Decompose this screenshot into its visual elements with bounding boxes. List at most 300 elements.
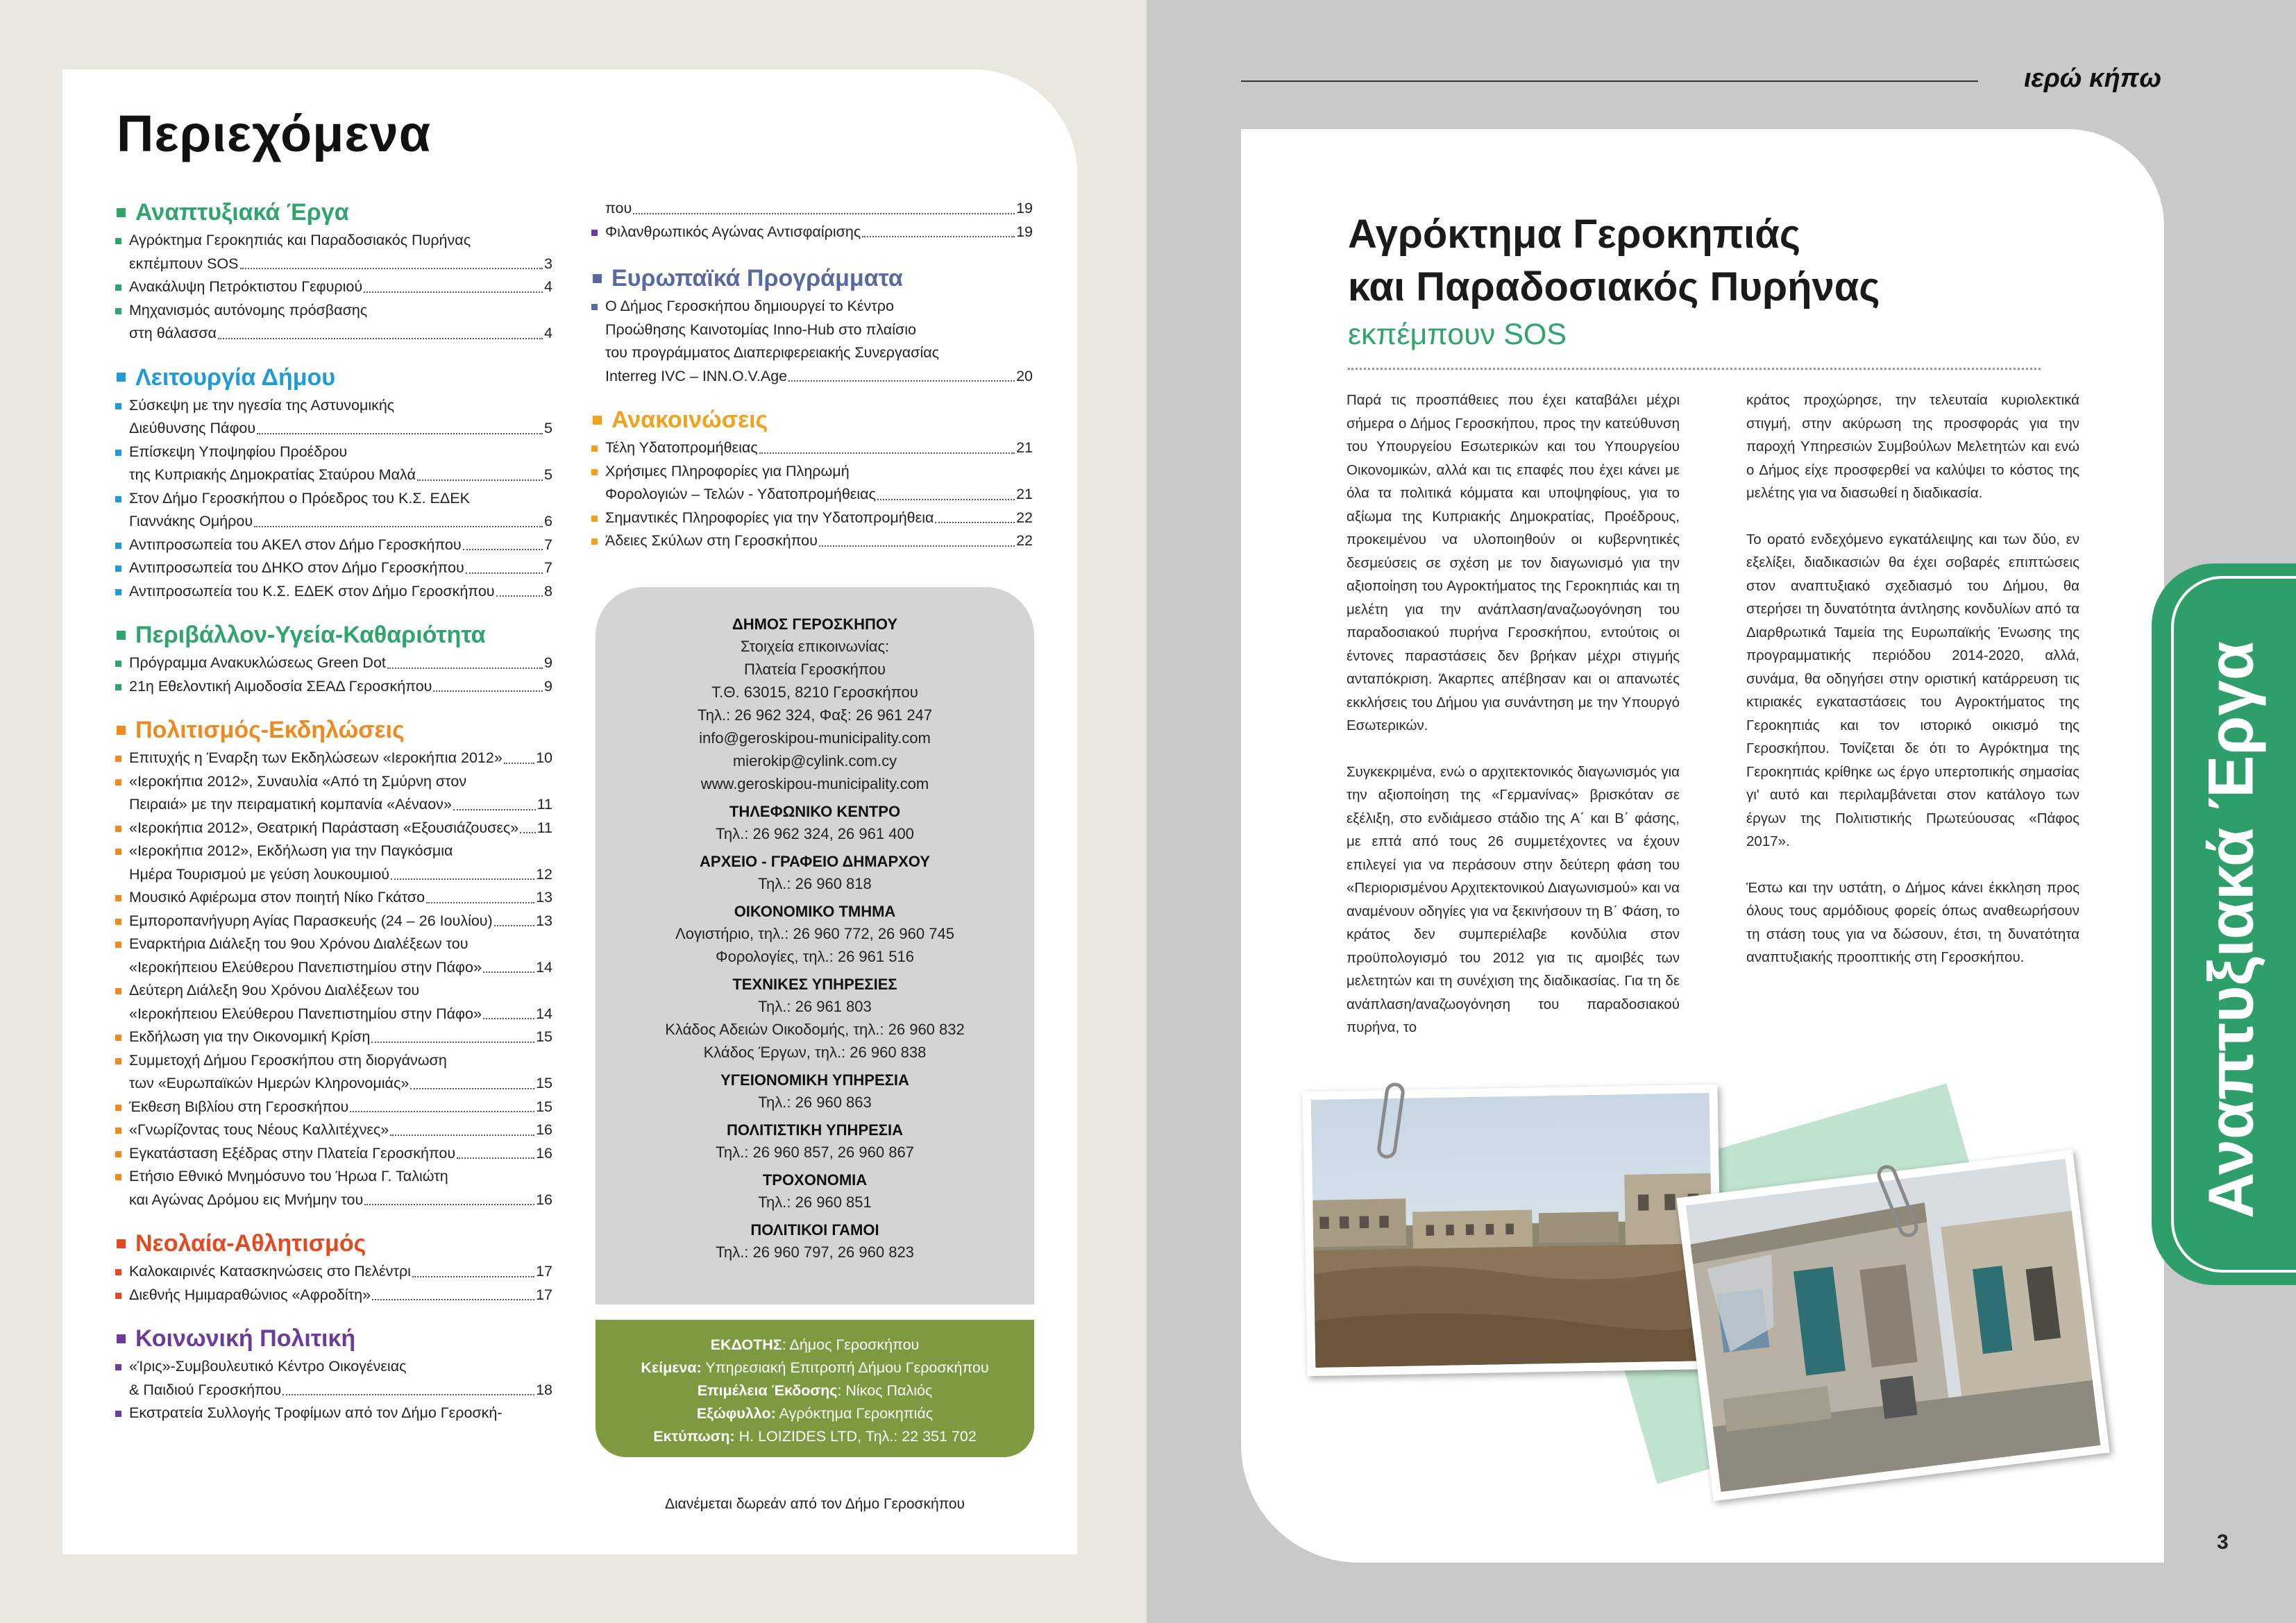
toc-item-text: Μουσικό Αφιέρωμα στον ποιητή Νίκο Γκάτσο bbox=[129, 889, 425, 906]
contents-column-2 bbox=[591, 197, 1033, 571]
section-tab-label: Αναπτυξιακά Έργα bbox=[2195, 640, 2267, 1219]
toc-item[interactable] bbox=[115, 556, 552, 580]
toc-page-number: 16 bbox=[536, 1144, 552, 1162]
bullet-square bbox=[115, 684, 121, 690]
dot-leader bbox=[218, 322, 543, 339]
section-square-icon bbox=[593, 416, 602, 425]
bullet-square bbox=[115, 849, 121, 855]
toc-item-text: & Παιδιού Γεροσκήπου bbox=[129, 1381, 282, 1398]
dot-leader bbox=[457, 1142, 534, 1159]
toc-item-line bbox=[129, 675, 552, 699]
toc-item[interactable] bbox=[115, 275, 552, 299]
bullet-square bbox=[115, 1128, 121, 1134]
bullet-square bbox=[115, 284, 121, 291]
toc-item-line bbox=[129, 840, 552, 863]
page-number: 3 bbox=[2217, 1531, 2229, 1554]
toc-item-text: Πρόγραμμα Ανακυκλώσεως Green Dot bbox=[129, 654, 386, 671]
toc-item-text: της Κυπριακής Δημοκρατίας Σταύρου Μαλά bbox=[129, 466, 416, 483]
toc-section-heading[interactable] bbox=[591, 406, 1033, 434]
toc-item[interactable] bbox=[115, 652, 552, 675]
toc-section-heading-text: Περιβάλλον-Υγεία-Καθαριότητα bbox=[135, 622, 486, 648]
dot-leader bbox=[819, 529, 1015, 547]
toc-item-text: «Γνωρίζοντας τους Νέους Καλλιτέχνες» bbox=[129, 1121, 389, 1138]
dot-leader bbox=[350, 1096, 534, 1113]
toc-section-heading[interactable] bbox=[115, 621, 552, 649]
dot-leader bbox=[504, 747, 534, 764]
bullet-square bbox=[115, 496, 121, 502]
toc-item-text: Interreg IVC – INN.O.V.Age bbox=[605, 367, 788, 384]
toc-item-line bbox=[605, 507, 1033, 530]
toc-page-number: 21 bbox=[1016, 486, 1033, 502]
toc-item-text: Άδειες Σκύλων στη Γεροσκήπου bbox=[605, 532, 818, 549]
toc-section-s7 bbox=[591, 264, 1033, 388]
contact-line: Τηλ.: 26 962 324, 26 961 400 bbox=[716, 825, 914, 842]
toc-section-heading-text: Αναπτυξιακά Έργα bbox=[135, 199, 349, 226]
article-paragraph: Το ορατό ενδεχόμενο εγκατάλειψης και των δύο, εν εξελίξει, διαδικασιών θα έχει σοβαρές επιπτώσεις στον αναπτυξιακό σχεδιασμό του Δήμου, θα στερήσει τη δυνατότητα άντλησης κονδυλίων από τα Διαρθρωτικά Ταμεία της Ευρωπαϊκής Ένωσης της προγραμματικής περιόδου 2014-2020, αλλά, συνάμα, θα οδηγήσει στην οριστική κατάρρευση τις κτιριακές εγκαταστάσεις του Αγροκτήματος της Γεροκηπιάς και τον ιστορικό οικισμό της Γεροσκήπου. Τονίζεται δε ότι το Αγρόκτημα της Γεροκηπιάς κρίθηκε ως έργο υπερτοπικής σημασίας γι' αυτό και περιλαμβάνεται στον κατάλογο των έργων της Πολιτιστικής Πρωτεύουσας «Πάφος 2017». bbox=[1746, 531, 2079, 849]
toc-item[interactable] bbox=[115, 487, 552, 534]
dot-leader bbox=[410, 1072, 534, 1089]
toc-page-number: 4 bbox=[544, 325, 552, 341]
toc-item-line bbox=[129, 886, 552, 910]
toc-item[interactable] bbox=[115, 1355, 552, 1402]
toc-item[interactable] bbox=[591, 507, 1033, 530]
section-square-icon bbox=[117, 631, 126, 640]
toc-page-number: 22 bbox=[1016, 509, 1033, 526]
toc-item-line bbox=[129, 1284, 552, 1307]
article-paragraph: Παρά τις προσπάθειες που έχει καταβάλει μέχρι σήμερα ο Δήμος Γεροσκήπου, προς την κατεύθυνση του Υπουργείου Εσωτερικών και του Υπουργείου Οικονομικών, αλλά και τις επαφές που έχει κάνει με όλα τα πολιτικά κόμματα και υποψηφίους, για το αξίωμα της Κυπριακής Δημοκρατίας, Προέδρους, προκειμένου να υλοποιηθούν οι κυβερνητικές δεσμεύσεις σε σχέση με τον διαγωνισμό για την αξιοποίηση του Αγροκτήματος της Γεροκηπιάς και τη μελέτη για την ανάπλαση/αναζωογόνηση του παραδοσιακού πυρήνα Γεροσκήπου, εντούτοις οι έντονες παραστάσεις δεν βρήκαν μέχρι στιγμής ανταπόκριση. Άκαρπες απέβησαν και οι απανωτές εκκλήσεις του Δήμου για συνάντηση με την Υπουργό Εσωτερικών. bbox=[1347, 392, 1680, 733]
bullet-square bbox=[591, 469, 598, 475]
toc-item-text: Τέλη Υδατοπρομήθειας bbox=[605, 439, 758, 456]
toc-item-text: που bbox=[605, 200, 632, 216]
toc-item-text: Ετήσιο Εθνικό Μνημόσυνο του Ήρωα Γ. Ταλιώτη bbox=[129, 1168, 448, 1184]
toc-item-line bbox=[129, 1026, 552, 1049]
bullet-square bbox=[115, 403, 121, 409]
toc-section-heading[interactable] bbox=[115, 1325, 552, 1352]
toc-page-number: 15 bbox=[536, 1028, 552, 1045]
credit-value: Αγρόκτημα Γεροκηπιάς bbox=[775, 1405, 934, 1422]
toc-page-number: 11 bbox=[537, 819, 552, 836]
toc-item[interactable] bbox=[591, 295, 1033, 388]
contact-line: Κλάδος Αδειών Οικοδομής, τηλ.: 26 960 832 bbox=[665, 1021, 965, 1038]
toc-item-line bbox=[129, 229, 552, 253]
contact-group-title: ΥΓΕΙΟΝΟΜΙΚΗ ΥΠΗΡΕΣΙΑ bbox=[720, 1071, 909, 1089]
bullet-square bbox=[591, 516, 598, 522]
toc-item-line bbox=[129, 1096, 552, 1119]
toc-item[interactable] bbox=[115, 1096, 552, 1119]
credits-box bbox=[596, 1320, 1034, 1457]
dot-leader bbox=[494, 910, 534, 927]
dot-leader bbox=[520, 817, 535, 834]
toc-page-number: 5 bbox=[544, 466, 552, 483]
toc-item[interactable] bbox=[591, 460, 1033, 507]
dot-leader bbox=[759, 436, 1015, 454]
toc-item[interactable] bbox=[115, 1049, 552, 1096]
toc-item-line bbox=[129, 1355, 552, 1379]
toc-item-line bbox=[605, 318, 1033, 342]
toc-item-line bbox=[129, 510, 552, 534]
toc-item-line bbox=[129, 817, 552, 840]
toc-item[interactable] bbox=[115, 441, 552, 487]
toc-item-text: «Ιεροκήπειου Ελεύθερου Πανεπιστημίου στην Πάφο» bbox=[129, 1005, 482, 1022]
toc-item-text: του προγράμματος Διαπεριφερειακής Συνεργασίας bbox=[605, 344, 940, 361]
toc-item-text: «Ιεροκήπια 2012», Συναυλία «Από τη Σμύρνη στον bbox=[129, 772, 467, 790]
toc-page-number: 9 bbox=[544, 677, 552, 695]
toc-item[interactable] bbox=[115, 1165, 552, 1212]
dot-leader bbox=[417, 464, 543, 481]
toc-section-s2 bbox=[115, 364, 552, 604]
credit-label: Κείμενα: bbox=[641, 1359, 702, 1376]
toc-item-line bbox=[129, 580, 552, 604]
toc-page-number: 22 bbox=[1016, 532, 1033, 549]
toc-item-line bbox=[605, 365, 1033, 389]
toc-page-number: 17 bbox=[536, 1286, 552, 1303]
toc-item-line bbox=[129, 1402, 552, 1425]
toc-section-heading[interactable] bbox=[115, 716, 552, 744]
toc-page-number: 8 bbox=[544, 582, 552, 600]
bullet-square bbox=[115, 1269, 121, 1275]
contact-group-title: ΤΕΧΝΙΚΕΣ ΥΠΗΡΕΣΙΕΣ bbox=[732, 976, 897, 993]
toc-item-text: Διεύθυνσης Πάφου bbox=[129, 420, 256, 436]
bullet-square bbox=[115, 566, 121, 572]
dot-leader bbox=[371, 1026, 534, 1043]
contact-line: Φορολογίες, τηλ.: 26 961 516 bbox=[716, 948, 914, 965]
dot-leader bbox=[372, 1284, 534, 1301]
bullet-square bbox=[115, 1411, 121, 1417]
dot-leader bbox=[364, 1189, 534, 1206]
bullet-square bbox=[115, 942, 121, 948]
toc-item[interactable] bbox=[115, 747, 552, 770]
toc-item-text: Επιτυχής η Έναρξη των Εκδηλώσεων «Ιεροκήπια 2012» bbox=[129, 749, 503, 766]
toc-page-number: 15 bbox=[536, 1098, 552, 1115]
contents-title: Περιεχόμενα bbox=[117, 105, 432, 162]
toc-item-line bbox=[129, 979, 552, 1003]
toc-item-line bbox=[605, 529, 1033, 553]
credit-line bbox=[596, 1334, 1034, 1357]
credit-value: : Νίκος Παλιός bbox=[837, 1382, 933, 1399]
bullet-square bbox=[591, 445, 598, 452]
farm-photo-image bbox=[1311, 1093, 1714, 1368]
credit-line bbox=[596, 1402, 1034, 1425]
toc-page-number: 18 bbox=[536, 1381, 552, 1398]
dot-leader bbox=[496, 580, 543, 597]
credit-value: Υπηρεσιακή Επιτροπή Δήμου Γεροσκήπου bbox=[701, 1359, 989, 1376]
toc-section-heading[interactable] bbox=[115, 364, 552, 391]
toc-item-line bbox=[129, 534, 552, 557]
toc-item-line bbox=[129, 417, 552, 441]
toc-item-text: Σημαντικές Πληροφορίες για την Υδατοπρομήθεια bbox=[605, 509, 934, 526]
dot-leader bbox=[412, 1260, 534, 1277]
toc-item-line bbox=[129, 1119, 552, 1142]
credit-line bbox=[596, 1425, 1034, 1448]
section-square-icon bbox=[117, 373, 126, 382]
dot-leader bbox=[877, 483, 1015, 500]
dot-leader bbox=[387, 652, 543, 669]
toc-item[interactable] bbox=[115, 1284, 552, 1307]
toc-item-text: Αγρόκτημα Γεροκηπιάς και Παραδοσιακός Πυρήνας bbox=[129, 232, 471, 248]
toc-section-heading[interactable] bbox=[591, 264, 1033, 292]
toc-item-text: Εκστρατεία Συλλογής Τροφίμων από τον Δήμο Γεροσκή- bbox=[129, 1404, 503, 1421]
bullet-square bbox=[115, 238, 121, 244]
article-paragraph: Συγκεκριμένα, ενώ ο αρχιτεκτονικός διαγωνισμός για την αξιοποίηση της «Γερμανίνας» βρισκόταν σε εξέλιξη, στο ενδιάμεσο στάδιο της Α΄ και Β΄ φάσης, με επτά από τους 26 συμμετέχοντες να έχουν επιλεγεί για να περάσουν στην δεύτερη φάση του «Περιορισμένου Αρχιτεκτονικού Διαγωνισμού» και να αναμένουν οδηγίες για να ξεκινήσουν τη Β΄ Φάση, το κράτος δεν συμπεριέλαβε κονδύλια στον προϋπολογισμό του 2012 για τις αμοιβές των μελετητών και τη συνέχιση της διαδικασίας. Για τη δε ανάπλαση/αναζωογόνηση του παραδοσιακού πυρήνα, το bbox=[1347, 763, 1680, 1035]
farm-photo bbox=[1302, 1085, 1722, 1376]
contact-line: Πλατεία Γεροσκήπου bbox=[743, 661, 886, 678]
dot-leader bbox=[364, 275, 543, 293]
bullet-square bbox=[591, 230, 598, 236]
toc-section-s8 bbox=[591, 406, 1033, 553]
toc-item-line bbox=[605, 436, 1033, 460]
toc-section-heading-text: Ευρωπαϊκά Προγράμματα bbox=[611, 265, 903, 291]
toc-page-number: 19 bbox=[1016, 200, 1033, 216]
contact-line: Τηλ.: 26 962 324, Φαξ: 26 961 247 bbox=[697, 706, 933, 724]
toc-item[interactable] bbox=[115, 394, 552, 441]
toc-item[interactable] bbox=[115, 886, 552, 910]
toc-item-line bbox=[129, 322, 552, 346]
bullet-square bbox=[115, 589, 121, 595]
article-title-line: και Παραδοσιακός Πυρήνας bbox=[1348, 264, 1880, 309]
toc-item-text: των «Ευρωπαϊκών Ημερών Κληρονομιάς» bbox=[129, 1075, 410, 1091]
bullet-square bbox=[115, 1151, 121, 1157]
article-paragraph: κράτος προχώρησε, την τελευταία κυριολεκτικά στιγμή, στην ακύρωση της προσφοράς για την παροχή Υπηρεσιών Συμβούλων Μελετητών και ενώ ο Δήμος είχε προσφερθεί να καλύψει το κόστος της μελέτης για να διασωθεί η διαδικασία. bbox=[1746, 392, 2079, 501]
toc-page-number: 7 bbox=[544, 536, 552, 553]
toc-item-line bbox=[129, 1049, 552, 1073]
dot-leader bbox=[935, 507, 1015, 524]
toc-item-line bbox=[605, 483, 1033, 507]
toc-item[interactable] bbox=[115, 933, 552, 979]
toc-item-text: Καλοκαιρινές Κατασκηνώσεις στο Πελέντρι bbox=[129, 1263, 411, 1280]
toc-item-text: και Αγώνας Δρόμου εις Μνήμην του bbox=[129, 1191, 364, 1208]
contact-line: Κλάδος Έργων, τηλ.: 26 960 838 bbox=[703, 1044, 927, 1061]
toc-item-line bbox=[129, 1260, 552, 1284]
toc-item-text: Ανακάλυψη Πετρόκτιστου Γεφυριού bbox=[129, 278, 363, 295]
toc-item-line bbox=[129, 1072, 552, 1096]
toc-item[interactable] bbox=[115, 770, 552, 817]
toc-page-number: 13 bbox=[536, 889, 552, 906]
dot-leader bbox=[633, 197, 1015, 214]
contact-group-title: ΠΟΛΙΤΙΚΟΙ ΓΑΜΟΙ bbox=[750, 1221, 879, 1239]
free-distribution-note: Διανέμεται δωρεάν από τον Δήμο Γεροσκήπου bbox=[664, 1496, 965, 1512]
toc-page-number: 19 bbox=[1016, 223, 1033, 240]
toc-page-number: 7 bbox=[544, 559, 552, 576]
toc-page-number: 20 bbox=[1016, 367, 1033, 384]
bullet-square bbox=[115, 1035, 121, 1041]
toc-item-text: Στον Δήμο Γεροσκήπου ο Πρόεδρος του Κ.Σ. ΕΔΕΚ bbox=[129, 489, 470, 507]
contents-column-1 bbox=[115, 198, 552, 1443]
toc-item-text: «Ίρις»-Συμβουλευτικό Κέντρο Οικογένειας bbox=[129, 1358, 407, 1375]
toc-item-line bbox=[129, 394, 552, 418]
article-subtitle: εκπέμπουν SOS bbox=[1348, 318, 1567, 351]
toc-item-line bbox=[129, 487, 552, 511]
toc-item-text: 21η Εθελοντική Αιμοδοσία ΣΕΑΔ Γεροσκήπου bbox=[129, 677, 432, 695]
toc-section-heading-text: Νεολαία-Αθλητισμός bbox=[135, 1230, 366, 1257]
toc-item-line bbox=[129, 464, 552, 487]
toc-item-line bbox=[605, 295, 1033, 318]
article-column-2 bbox=[1746, 389, 2079, 992]
toc-item-text: Γιαννάκης Ομήρου bbox=[129, 513, 253, 529]
toc-item[interactable] bbox=[115, 979, 552, 1026]
bullet-square bbox=[115, 1174, 121, 1180]
contact-line: Τ.Θ. 63015, 8210 Γεροσκήπου bbox=[711, 683, 918, 701]
toc-item-line bbox=[129, 275, 552, 299]
toc-item-line bbox=[605, 341, 1033, 365]
contact-group-title: ΔΗΜΟΣ ΓΕΡΟΣΚΗΠΟΥ bbox=[732, 615, 898, 633]
contact-line: Τηλ.: 26 960 851 bbox=[758, 1193, 872, 1211]
toc-item-line bbox=[129, 793, 552, 817]
contact-line: Τηλ.: 26 960 818 bbox=[758, 875, 872, 892]
toc-section-heading-text: Κοινωνική Πολιτική bbox=[135, 1325, 356, 1352]
toc-item[interactable] bbox=[115, 229, 552, 275]
toc-item[interactable] bbox=[115, 299, 552, 346]
header-rule bbox=[1241, 80, 1978, 82]
title-rule bbox=[1348, 368, 2041, 370]
toc-item[interactable] bbox=[115, 675, 552, 699]
toc-page-number: 9 bbox=[544, 654, 552, 671]
dot-leader bbox=[466, 556, 543, 574]
contact-link[interactable]: www.geroskipou-municipality.com bbox=[700, 775, 929, 792]
credit-label: Εξώφυλλο: bbox=[696, 1405, 776, 1422]
toc-page-number: 14 bbox=[536, 1005, 552, 1022]
toc-item-text: Δεύτερη Διάλεξη 9ου Χρόνου Διαλέξεων του bbox=[129, 982, 420, 999]
toc-item-line bbox=[129, 1379, 552, 1402]
dot-leader bbox=[463, 534, 543, 551]
toc-item-continuation[interactable] bbox=[591, 197, 1033, 221]
article-title bbox=[1348, 208, 2042, 314]
dot-leader bbox=[426, 886, 534, 903]
contact-line: Λογιστήριο, τηλ.: 26 960 772, 26 960 745 bbox=[675, 925, 954, 942]
bullet-square bbox=[115, 1293, 121, 1299]
contact-link[interactable]: mierokip@cylink.com.cy bbox=[732, 752, 897, 770]
toc-item-text: Αντιπροσωπεία του ΑΚΕΛ στον Δήμο Γεροσκήπου bbox=[129, 536, 462, 553]
dot-leader bbox=[862, 221, 1015, 238]
bullet-square bbox=[115, 826, 121, 832]
toc-item-text: Εναρκτήρια Διάλεξη του 9ου Χρόνου Διαλέξεων του bbox=[129, 935, 469, 952]
toc-item-text: Εμποροπανήγυρη Αγίας Παρασκευής (24 – 26 Ιουλίου) bbox=[129, 912, 493, 929]
section-square-icon bbox=[117, 208, 126, 217]
toc-item[interactable] bbox=[115, 1026, 552, 1049]
article-column-1 bbox=[1347, 389, 1680, 1062]
credit-value: : Δήμος Γεροσκήπου bbox=[782, 1336, 920, 1353]
toc-item-line bbox=[129, 933, 552, 956]
dot-leader bbox=[254, 510, 543, 527]
toc-page-number: 3 bbox=[544, 255, 552, 272]
toc-item[interactable] bbox=[115, 840, 552, 886]
bullet-square bbox=[115, 1105, 121, 1111]
contact-line: Στοιχεία επικοινωνίας: bbox=[740, 638, 890, 655]
credit-label: ΕΚΔΟΤΗΣ bbox=[710, 1336, 782, 1353]
toc-section-s5 bbox=[115, 1230, 552, 1307]
toc-page-number: 6 bbox=[544, 513, 552, 529]
toc-item-text: Πειραιά» με την πειραματική κομπανία «Αέναον» bbox=[129, 796, 452, 813]
toc-item[interactable] bbox=[115, 1142, 552, 1166]
dot-leader bbox=[391, 863, 534, 881]
toc-page-number: 16 bbox=[536, 1191, 552, 1208]
bullet-square bbox=[115, 308, 121, 314]
toc-item[interactable] bbox=[115, 817, 552, 840]
toc-item-text: «Ιεροκήπια 2012», Θεατρική Παράσταση «Εξουσιάζουσες» bbox=[129, 819, 519, 836]
toc-item-text: Εκδήλωση για την Οικονομική Κρίση bbox=[129, 1028, 371, 1045]
bullet-square bbox=[115, 756, 121, 762]
bullet-square bbox=[115, 543, 121, 549]
bullet-square bbox=[591, 538, 598, 545]
bullet-square bbox=[115, 988, 121, 994]
toc-item[interactable] bbox=[115, 1402, 552, 1425]
contents-column-2-sections bbox=[591, 264, 1033, 553]
toc-item-line bbox=[129, 747, 552, 770]
dot-leader bbox=[788, 365, 1015, 382]
toc-item-text: Επίσκεψη Υποψηφίου Προέδρου bbox=[129, 443, 348, 460]
toc-item[interactable] bbox=[115, 534, 552, 557]
toc-item-line bbox=[129, 441, 552, 464]
toc-page-number: 12 bbox=[536, 865, 552, 883]
dot-leader bbox=[390, 1119, 534, 1136]
credit-value: H. LOIZIDES LTD, Τηλ.: 22 351 702 bbox=[734, 1428, 977, 1445]
dot-leader bbox=[282, 1379, 534, 1396]
toc-item-text: Εγκατάσταση Εξέδρας στην Πλατεία Γεροσκήπου bbox=[129, 1144, 456, 1162]
contact-link[interactable]: info@geroskipou-municipality.com bbox=[699, 729, 931, 747]
toc-item[interactable] bbox=[591, 436, 1033, 460]
toc-page-number: 4 bbox=[544, 278, 552, 295]
bullet-square bbox=[115, 779, 121, 785]
bullet-square bbox=[115, 919, 121, 925]
toc-item-text: Ημέρα Τουρισμού με γεύση λουκουμιού bbox=[129, 865, 390, 883]
toc-item[interactable] bbox=[115, 1119, 552, 1142]
toc-page-number: 17 bbox=[536, 1263, 552, 1280]
toc-item-text: Μηχανισμός αυτόνομης πρόσβασης bbox=[129, 301, 368, 318]
toc-item-line bbox=[129, 1165, 552, 1189]
toc-item[interactable] bbox=[591, 529, 1033, 553]
contact-group-title: ΤΗΛΕΦΩΝΙΚΟ ΚΕΝΤΡΟ bbox=[729, 803, 901, 820]
bullet-square bbox=[115, 1364, 121, 1370]
toc-item-text: Αντιπροσωπεία του ΔΗΚΟ στον Δήμο Γεροσκήπου bbox=[129, 559, 464, 576]
toc-section-heading-text: Λειτουργία Δήμου bbox=[135, 364, 336, 391]
toc-section-s1 bbox=[115, 198, 552, 346]
toc-item-line bbox=[129, 556, 552, 580]
toc-page-number: 21 bbox=[1016, 439, 1033, 456]
bullet-square bbox=[115, 1058, 121, 1064]
toc-item-line bbox=[129, 770, 552, 794]
toc-item-line bbox=[129, 956, 552, 980]
toc-page-number: 13 bbox=[536, 912, 552, 929]
contact-box bbox=[596, 587, 1034, 1305]
contact-line: Τηλ.: 26 960 797, 26 960 823 bbox=[716, 1243, 914, 1261]
credit-line bbox=[596, 1357, 1034, 1379]
section-square-icon bbox=[117, 1239, 126, 1248]
bullet-square bbox=[115, 450, 121, 456]
dot-leader bbox=[433, 675, 543, 692]
toc-item[interactable] bbox=[115, 580, 552, 604]
toc-item-text: Σύσκεψη με την ηγεσία της Αστυνομικής bbox=[129, 396, 395, 414]
toc-section-heading[interactable] bbox=[115, 1230, 552, 1257]
toc-page-number: 11 bbox=[537, 796, 552, 813]
contact-group-title: ΠΟΛΙΤΙΣΤΙΚΗ ΥΠΗΡΕΣΙΑ bbox=[727, 1121, 903, 1139]
toc-page-number: 16 bbox=[536, 1121, 552, 1138]
toc-item-text: Διεθνής Ημιμαραθώνιος «Αφροδίτη» bbox=[129, 1286, 371, 1303]
bullet-square bbox=[115, 895, 121, 901]
dot-leader bbox=[257, 417, 543, 434]
toc-item-line bbox=[605, 460, 1033, 484]
toc-page-number: 10 bbox=[536, 749, 552, 766]
dot-leader bbox=[240, 253, 543, 270]
toc-section-heading[interactable] bbox=[115, 198, 552, 226]
section-square-icon bbox=[593, 274, 602, 283]
toc-section-heading-text: Ανακοινώσεις bbox=[611, 407, 768, 433]
toc-item[interactable] bbox=[115, 1260, 552, 1284]
toc-item[interactable] bbox=[591, 221, 1033, 244]
toc-item-text: Προώθησης Καινοτομίας Inno-Hub στο πλαίσιο bbox=[605, 321, 917, 338]
toc-item-text: Συμμετοχή Δήμου Γεροσκήπου στη διοργάνωση bbox=[129, 1051, 447, 1069]
toc-section-s4 bbox=[115, 716, 552, 1212]
toc-item[interactable] bbox=[115, 910, 552, 933]
toc-section-heading-text: Πολιτισμός-Εκδηλώσεις bbox=[135, 717, 405, 743]
